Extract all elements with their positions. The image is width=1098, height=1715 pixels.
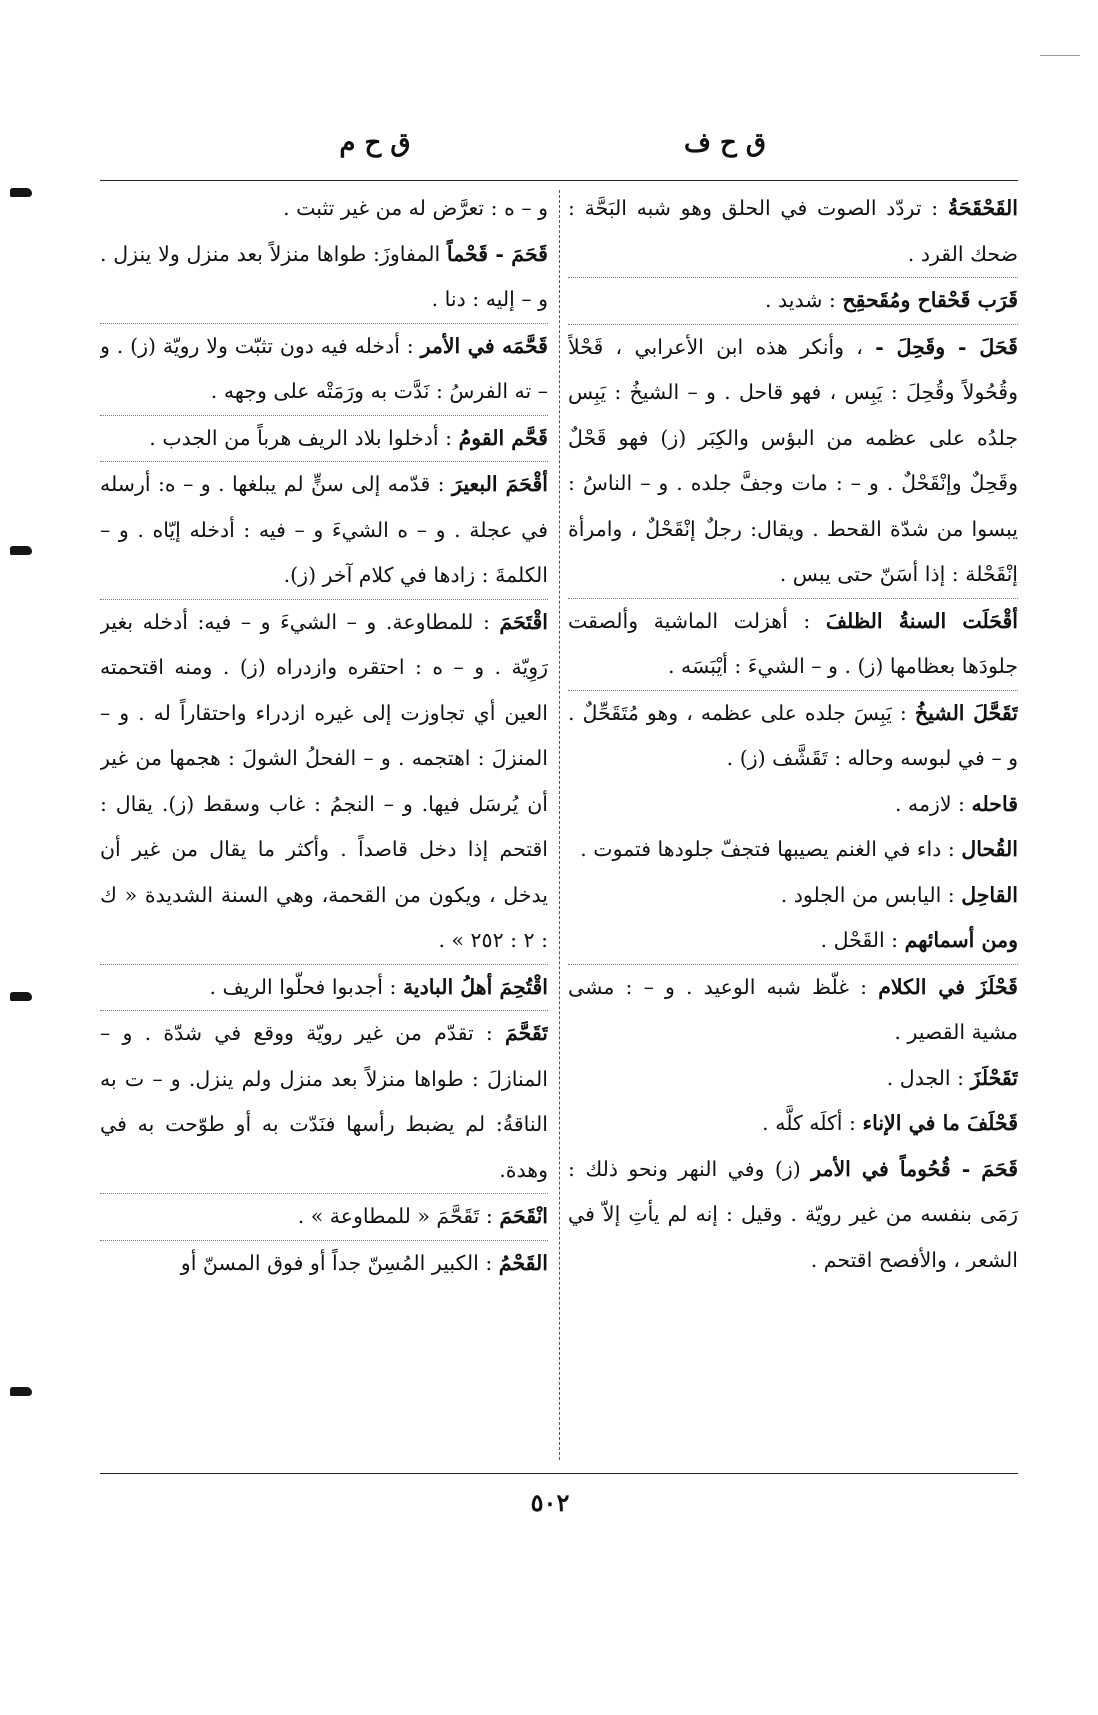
dictionary-entry	[100, 186, 548, 232]
entry-headword: تَقَحَّمَ	[505, 1021, 548, 1045]
scan-edge-mark	[10, 1387, 32, 1396]
entry-definition: : داء في الغنم يصيبها فتجفّ جلودها فتموت .	[580, 837, 955, 861]
entry-definition: : لازمه .	[894, 791, 965, 816]
entry-headword: اقْتُحِمَ أهلُ البادية	[402, 974, 548, 999]
dictionary-entry	[568, 827, 1018, 873]
right-column	[568, 186, 1018, 1466]
dictionary-entry	[100, 232, 548, 323]
dictionary-entry	[568, 873, 1018, 919]
entry-definition: : أكلَه كلَّه .	[762, 1111, 856, 1135]
entry-headword: اقْتَحَمَ	[499, 609, 548, 634]
column-divider	[559, 190, 560, 1460]
entry-definition: : تَقَحَّمَ « للمطاوعة » .	[297, 1204, 493, 1228]
entry-definition: : القَحْل .	[820, 928, 899, 952]
dictionary-entry	[568, 1101, 1018, 1147]
entry-definition: : شديد .	[764, 288, 836, 312]
entry-headword: أقْحَمَ البعيرَ	[452, 472, 548, 496]
entry-headword: انْقَحَمَ	[499, 1204, 548, 1228]
dictionary-entry	[568, 277, 1018, 324]
running-head-left: ق ح م	[339, 128, 411, 158]
page-number: ٥٠٢	[530, 1488, 570, 1517]
entry-definition: : غلّظ شبه الوعيد . و – : مشى مشية القصير .	[568, 974, 1018, 1044]
dictionary-entry	[568, 782, 1018, 828]
entry-definition: (ز) وفي النهر ونحو ذلك : رَمَى بنفسه من غير رويّة . وقيل : إنه لم يأتِ إلاّ في الشعر ، والأفصح اقتحم .	[568, 1156, 1018, 1272]
dictionary-entry	[100, 599, 548, 964]
dictionary-entry	[100, 964, 548, 1011]
entry-headword: ومن أسمائهم	[904, 928, 1018, 952]
entry-definition: : تقدّم من غير رويّة ووقع في شدّة . و – المنازلَ : طواها منزلاً بعد منزل ولم ينزل. و – ت به الناقةُ: لم يضبط رأسها فنَدّت به أو طوّحت به في وهدة.	[100, 1021, 548, 1182]
entry-headword: القُحال	[961, 837, 1018, 861]
dictionary-entry	[568, 598, 1018, 690]
running-head-right: ق ح ف	[683, 128, 766, 158]
corner-rule	[1040, 55, 1080, 56]
entry-definition: : أجدبوا فحلّوا الريف .	[209, 974, 397, 999]
entry-headword: قَحْلَفَ ما في الإناء	[862, 1111, 1018, 1135]
entry-headword: قَرَب قَحْقاح ومُقَحقِح	[842, 288, 1018, 312]
scan-edge-mark	[10, 546, 32, 555]
entry-definition: : أدخله فيه دون تثبّت ولا رويّة (ز) . و – ته الفرسُ : نَدَّت به ورَمَتْه على وجهه .	[100, 333, 548, 403]
entry-headword: قَحَلَ - وقَحِلَ -	[875, 334, 1018, 359]
dictionary-entry	[100, 415, 548, 462]
entry-definition: المفاوزَ: طواها منزلاً بعد منزل ولا ينزل . و – إليه : دنا .	[100, 241, 548, 311]
dictionary-entry	[100, 1240, 548, 1287]
dictionary-entry	[568, 1056, 1018, 1102]
entry-definition: : الكبير المُسِنّ جداً أو فوق المسنّ أو	[180, 1250, 493, 1275]
entry-definition: ، وأنكر هذه ابن الأعرابي ، قَحْلاً وقُحُولاً وقُحِلَ : يَبِس ، فهو قاحل . و – الشيخُ : يَبِس جلدُه على عظمه من البؤس والكِبَر (ز) فهو قَحْلٌ وقَحِلٌ وإنْقَحْلٌ . و – : مات وجفَّ جلده . و – الناسُ : يبسوا من شدّة القحط . ويقال: رجلٌ إنْقَحْلٌ ، وامرأة إنْقَحْلة : إذا أسَنّ حتى يبس .	[568, 334, 1018, 586]
entry-headword: القَحْمُ	[498, 1250, 548, 1275]
dictionary-entry	[568, 690, 1018, 782]
dictionary-entry	[100, 323, 548, 415]
entry-headword: القَحْقَحَةُ	[947, 196, 1018, 220]
dictionary-entry	[568, 918, 1018, 964]
entry-headword: تَقَحَّلَ الشيخُ	[914, 700, 1018, 725]
header-rule	[100, 180, 1018, 181]
entry-headword: القاحِل	[961, 882, 1018, 907]
dictionary-entry	[100, 1193, 548, 1240]
left-column	[100, 186, 548, 1466]
footer-rule	[100, 1473, 1018, 1474]
scan-edge-mark	[10, 992, 32, 1001]
entry-definition: : أهزلت الماشية وألصقت جلودَها بعظامها (ز) . و – الشيءَ : أيْبَسَه .	[568, 608, 1018, 678]
entry-headword: قاحله	[971, 791, 1018, 816]
entry-headword: قَحَمَ - قُحُوماً في الأمر	[811, 1156, 1018, 1181]
entry-definition: : الجدل .	[886, 1065, 965, 1090]
dictionary-entry	[568, 324, 1018, 598]
entry-headword: قَحْلَزَ في الكلام	[878, 974, 1018, 999]
scan-edge-mark	[10, 188, 32, 197]
entry-definition: : أدخلوا بلاد الريف هرباً من الجدب .	[149, 425, 453, 450]
dictionary-entry	[100, 1010, 548, 1193]
entry-definition: : اليابس من الجلود .	[780, 882, 955, 907]
entry-headword: أقْحَلَت السنةُ الظلفَ	[825, 608, 1018, 633]
dictionary-entry	[568, 1147, 1018, 1284]
entry-definition: : يَبِسَ جلده على عظمه ، وهو مُتَقَحِّلٌ . و – في لبوسه وحاله : تَقَشَّف (ز) .	[568, 700, 1018, 770]
entry-headword: تَقَحْلَزَ	[970, 1065, 1018, 1090]
entry-definition: و – ه : تعرَّض له من غير تثبت .	[283, 196, 548, 220]
entry-headword: قَحَمَ - قَحْماً	[446, 241, 548, 266]
entry-definition: : تردّد الصوت في الحلق وهو شبه البَحَّة : ضحك القرد .	[568, 196, 1018, 266]
dictionary-entry	[568, 186, 1018, 277]
entry-headword: قَحَّمَه في الأمر	[420, 333, 548, 358]
entry-definition: : للمطاوعة. و – الشيءَ و – فيه: أدخله بغير رَوِيّة . و – ه : احتقره وازدراه (ز) . ومنه اقتحمته العين أي تجاوزت إلى غيره ازدراء واحتقاراً له . و – المنزلَ : اهتجمه . و – الفحلُ الشولَ : هجمها من غير أن يُرسَل فيها. و – النجمُ : غاب وسقط (ز). يقال : اقتحم إذا دخل قاصداً . وأكثر ما يقال من غير أن يدخل ، ويكون من القحمة، وهي السنة الشديدة « ك : ٢ : ٢٥٢ » .	[100, 609, 548, 952]
dictionary-entry	[568, 964, 1018, 1056]
dictionary-entry	[100, 461, 548, 599]
entry-headword: قَحَّم القومُ	[458, 425, 548, 450]
entry-definition: : قدّمه إلى سنٍّ لم يبلغها . و – ه: أرسله في عجلة . و – ه الشيءَ و – فيه : أدخله إيّاه . و – الكلمةَ : زادها في كلام آخر (ز).	[100, 472, 548, 587]
